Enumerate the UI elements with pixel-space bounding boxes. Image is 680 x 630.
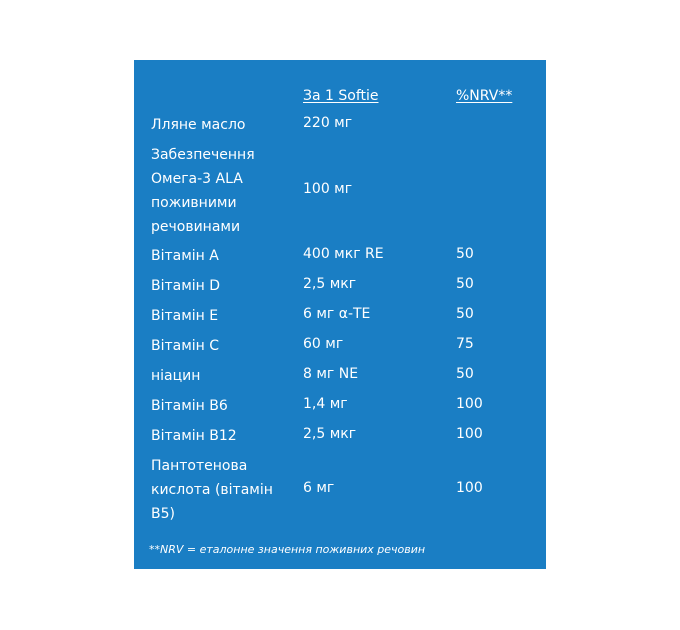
header-nrv: %NRV** (456, 88, 513, 104)
nutrient-nrv: 100 (456, 426, 483, 442)
nutrient-amount: 6 мг α-TE (303, 306, 371, 322)
nutrient-name: Вітамін B12 (151, 428, 237, 444)
header-per-softie: За 1 Softie (303, 88, 379, 104)
table-row (134, 334, 546, 360)
nutrient-name: Вітамін C (151, 338, 220, 354)
nutrient-amount: 400 мкг RE (303, 246, 384, 262)
nutrient-nrv: 50 (456, 276, 474, 292)
table-row (134, 424, 546, 450)
nutrient-nrv: 100 (456, 480, 483, 496)
nutrient-nrv: 75 (456, 336, 474, 352)
nutrient-amount: 1,4 мг (303, 396, 348, 412)
nutrient-amount: 220 мг (303, 115, 353, 131)
nutrient-name: Вітамін A (151, 248, 219, 264)
table-row (134, 454, 546, 528)
table-row (134, 143, 546, 239)
nutrient-nrv: 100 (456, 396, 483, 412)
table-row (134, 274, 546, 300)
nutrient-name: Пантотенова кислота (вітамін B5) (151, 458, 273, 522)
table-row (134, 394, 546, 420)
nutrient-name: ніацин (151, 368, 201, 384)
nutrient-nrv: 50 (456, 306, 474, 322)
nutrient-amount: 2,5 мкг (303, 426, 357, 442)
nrv-footnote: **NRV = еталонне значення поживних речовин (149, 543, 426, 556)
nutrient-name: Вітамін E (151, 308, 219, 324)
nutrient-nrv: 50 (456, 366, 474, 382)
table-row (134, 113, 546, 139)
nutrient-amount: 60 мг (303, 336, 344, 352)
nutrient-name: Вітамін D (151, 278, 221, 294)
table-row (134, 364, 546, 390)
nutrient-name: Вітамін B6 (151, 398, 228, 414)
nutrient-amount: 100 мг (303, 181, 353, 197)
nutrient-name: Забезпечення Омега-3 ALA поживними речовинами (151, 147, 255, 235)
table-row (134, 244, 546, 270)
nutrient-name: Лляне масло (151, 117, 246, 133)
nutrient-amount: 8 мг NE (303, 366, 359, 382)
nutrient-amount: 2,5 мкг (303, 276, 357, 292)
table-row (134, 304, 546, 330)
nutrient-nrv: 50 (456, 246, 474, 262)
nutrition-panel (134, 60, 546, 569)
nutrient-amount: 6 мг (303, 480, 335, 496)
table-header (134, 88, 546, 108)
